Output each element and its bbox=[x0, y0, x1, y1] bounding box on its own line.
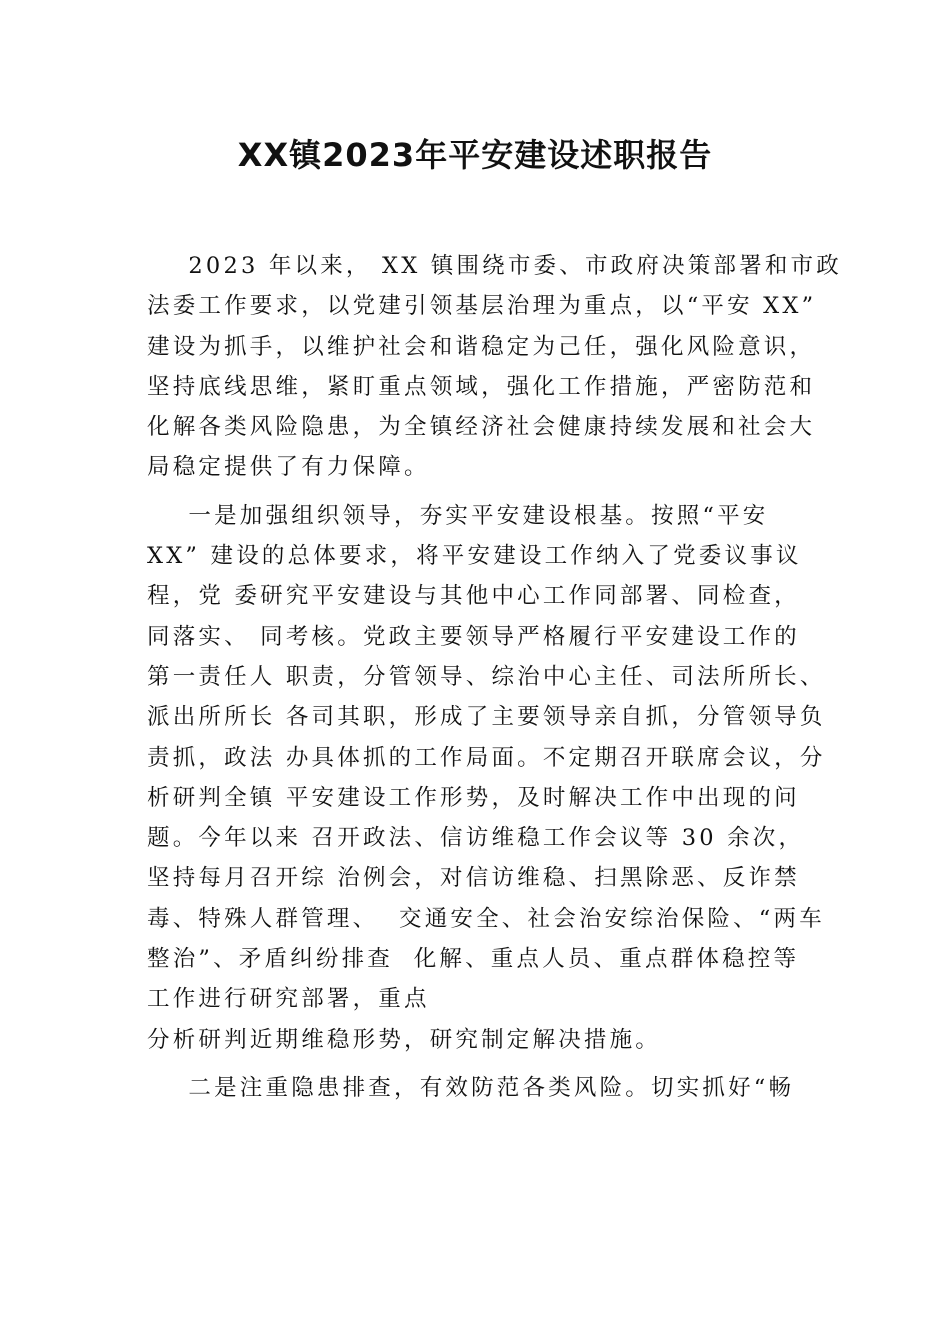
text-line: 坚持每月召开综 治例会，对信访维稳、扫黑除恶、反诈禁 bbox=[147, 865, 800, 892]
text-line: 责抓，政法 办具体抓的工作局面。不定期召开联席会议，分 bbox=[147, 744, 826, 771]
text-line: 同落实、 同考核。党政主要领导严格履行平安建设工作的 bbox=[147, 623, 800, 650]
text-line: 坚持底线思维，紧盯重点领域，强化工作措施，严密防范和 bbox=[147, 373, 816, 400]
paragraph-intro bbox=[147, 246, 842, 488]
paragraph-organization bbox=[147, 496, 826, 1060]
text-line: 建设为抓手，以维护社会和谐稳定为己任，强化风险意识， bbox=[147, 333, 816, 360]
text-line: 分析研判近期维稳形势，研究制定解决措施。 bbox=[147, 1026, 662, 1053]
text-line: 局稳定提供了有力保障。 bbox=[147, 454, 430, 481]
paragraph-risk-prevention bbox=[147, 1068, 817, 1108]
text-line: 法委工作要求，以党建引领基层治理为重点，以“平安 XX” bbox=[147, 293, 817, 320]
text-line: 2023 年以来， XX 镇围绕市委、市政府决策部署和市政 bbox=[147, 253, 842, 279]
document-title: XX镇2023年平安建设述职报告 bbox=[237, 136, 713, 174]
text-line: 析研判全镇 平安建设工作形势，及时解决工作中出现的问 bbox=[147, 784, 800, 811]
document-body bbox=[147, 246, 842, 1116]
text-line: 第一责任人 职责，分管领导、综治中心主任、司法所所长、 bbox=[147, 663, 826, 690]
text-line: 二是注重隐患排查，有效防范各类风险。切实抓好“畅 bbox=[147, 1074, 795, 1101]
text-line: 一是加强组织领导，夯实平安建设根基。按照“平安 bbox=[147, 502, 769, 529]
text-line: 毒、特殊人群管理、 交通安全、社会治安综治保险、“两车 bbox=[147, 905, 825, 932]
text-line: 派出所所长 各司其职，形成了主要领导亲自抓，分管领导负 bbox=[147, 704, 826, 731]
text-line: 程，党 委研究平安建设与其他中心工作同部署、同检查， bbox=[147, 583, 800, 610]
text-line: 化解各类风险隐患，为全镇经济社会健康持续发展和社会大 bbox=[147, 414, 816, 441]
text-line: 题。今年以来 召开政法、信访维稳工作会议等 30 余次， bbox=[147, 825, 805, 852]
text-line: 工作进行研究部署，重点 bbox=[147, 986, 430, 1013]
text-line: XX” 建设的总体要求，将平安建设工作纳入了党委议事议 bbox=[147, 543, 802, 570]
text-line: 整治”、矛盾纠纷排查 化解、重点人员、重点群体稳控等 bbox=[147, 946, 800, 973]
